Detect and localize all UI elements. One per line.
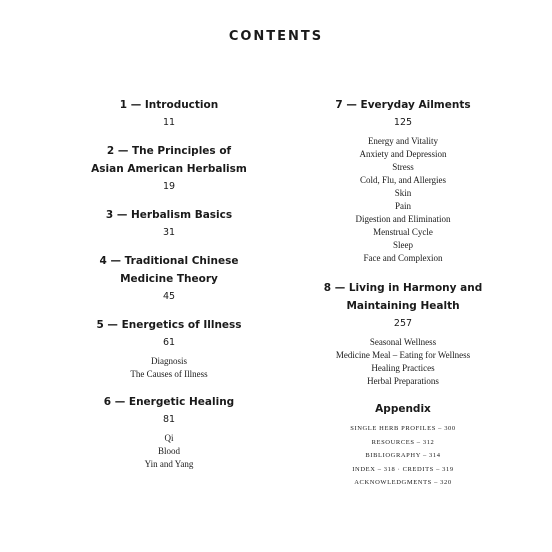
subsection-item[interactable]: Menstrual Cycle (373, 227, 433, 237)
subsection-item[interactable]: Yin and Yang (144, 459, 194, 469)
subsection-list (64, 355, 274, 381)
subsection-list (298, 336, 508, 388)
subsection-item[interactable]: Sleep (393, 240, 413, 250)
subsection-list (298, 135, 508, 265)
subsection-item[interactable]: Qi (164, 433, 174, 443)
chapter-5 (64, 316, 274, 381)
subsection-item[interactable]: Face and Complexion (363, 253, 443, 263)
subsection-item[interactable]: Pain (394, 201, 411, 211)
appendix-item[interactable]: ACKNOWLEDGMENTS – 320 (354, 479, 452, 486)
chapter-8 (298, 279, 508, 388)
subsection-item[interactable]: Blood (157, 446, 180, 456)
chapter-page-number: 31 (162, 227, 176, 238)
chapter-title[interactable]: 4 — Traditional Chinese Medicine Theory (99, 255, 239, 285)
chapter-1 (64, 96, 274, 130)
chapter-page-number: 61 (162, 337, 176, 348)
chapter-title[interactable]: 1 — Introduction (119, 99, 219, 111)
chapter-2 (64, 142, 274, 194)
chapter-page-number: 19 (162, 181, 176, 192)
appendix-item[interactable]: INDEX – 318 · CREDITS – 319 (352, 465, 454, 473)
subsection-item[interactable]: The Causes of Illness (130, 369, 208, 379)
chapter-page-number: 45 (162, 291, 176, 302)
page-title: CONTENTS (228, 29, 324, 44)
chapter-7 (298, 96, 508, 265)
appendix-section (298, 400, 508, 490)
subsection-item[interactable]: Herbal Preparations (367, 376, 439, 386)
subsection-list (64, 432, 274, 471)
chapter-title[interactable]: 7 — Everyday Ailments (335, 99, 471, 111)
subsection-item[interactable]: Healing Practices (371, 363, 435, 373)
chapter-title[interactable]: 3 — Herbalism Basics (105, 209, 233, 221)
chapter-4 (64, 252, 274, 304)
contents-right-column (298, 96, 508, 490)
chapter-page-number: 257 (393, 318, 413, 329)
subsection-item[interactable]: Stress (392, 162, 414, 172)
appendix-item[interactable]: BIBLIOGRAPHY – 314 (365, 452, 441, 459)
chapter-title[interactable]: 8 — Living in Harmony and Maintaining Health (323, 282, 483, 312)
contents-left-column (64, 96, 274, 471)
chapter-6 (64, 393, 274, 471)
chapter-page-number: 11 (162, 117, 176, 128)
chapter-title[interactable]: 5 — Energetics of Illness (96, 319, 242, 331)
chapter-3 (64, 206, 274, 240)
chapter-page-number: 125 (393, 117, 413, 128)
chapter-title[interactable]: 6 — Energetic Healing (103, 396, 235, 408)
appendix-list (298, 422, 508, 490)
subsection-item[interactable]: Skin (394, 188, 412, 198)
chapter-title[interactable]: 2 — The Principles of Asian American Herbalism (91, 145, 247, 175)
subsection-item[interactable]: Medicine Meal – Eating for Wellness (335, 350, 471, 360)
appendix-item[interactable]: RESOURCES – 312 (371, 438, 435, 446)
subsection-item[interactable]: Diagnosis (151, 356, 187, 366)
subsection-item[interactable]: Cold, Flu, and Allergies (359, 175, 447, 185)
subsection-item[interactable]: Energy and Vitality (367, 136, 439, 146)
chapter-page-number: 81 (162, 414, 176, 425)
subsection-item[interactable]: Digestion and Elimination (355, 214, 451, 224)
appendix-title[interactable]: Appendix (375, 403, 431, 415)
appendix-item[interactable]: SINGLE HERB PROFILES – 300 (350, 425, 456, 432)
subsection-item[interactable]: Anxiety and Depression (359, 149, 447, 159)
subsection-item[interactable]: Seasonal Wellness (369, 337, 437, 347)
